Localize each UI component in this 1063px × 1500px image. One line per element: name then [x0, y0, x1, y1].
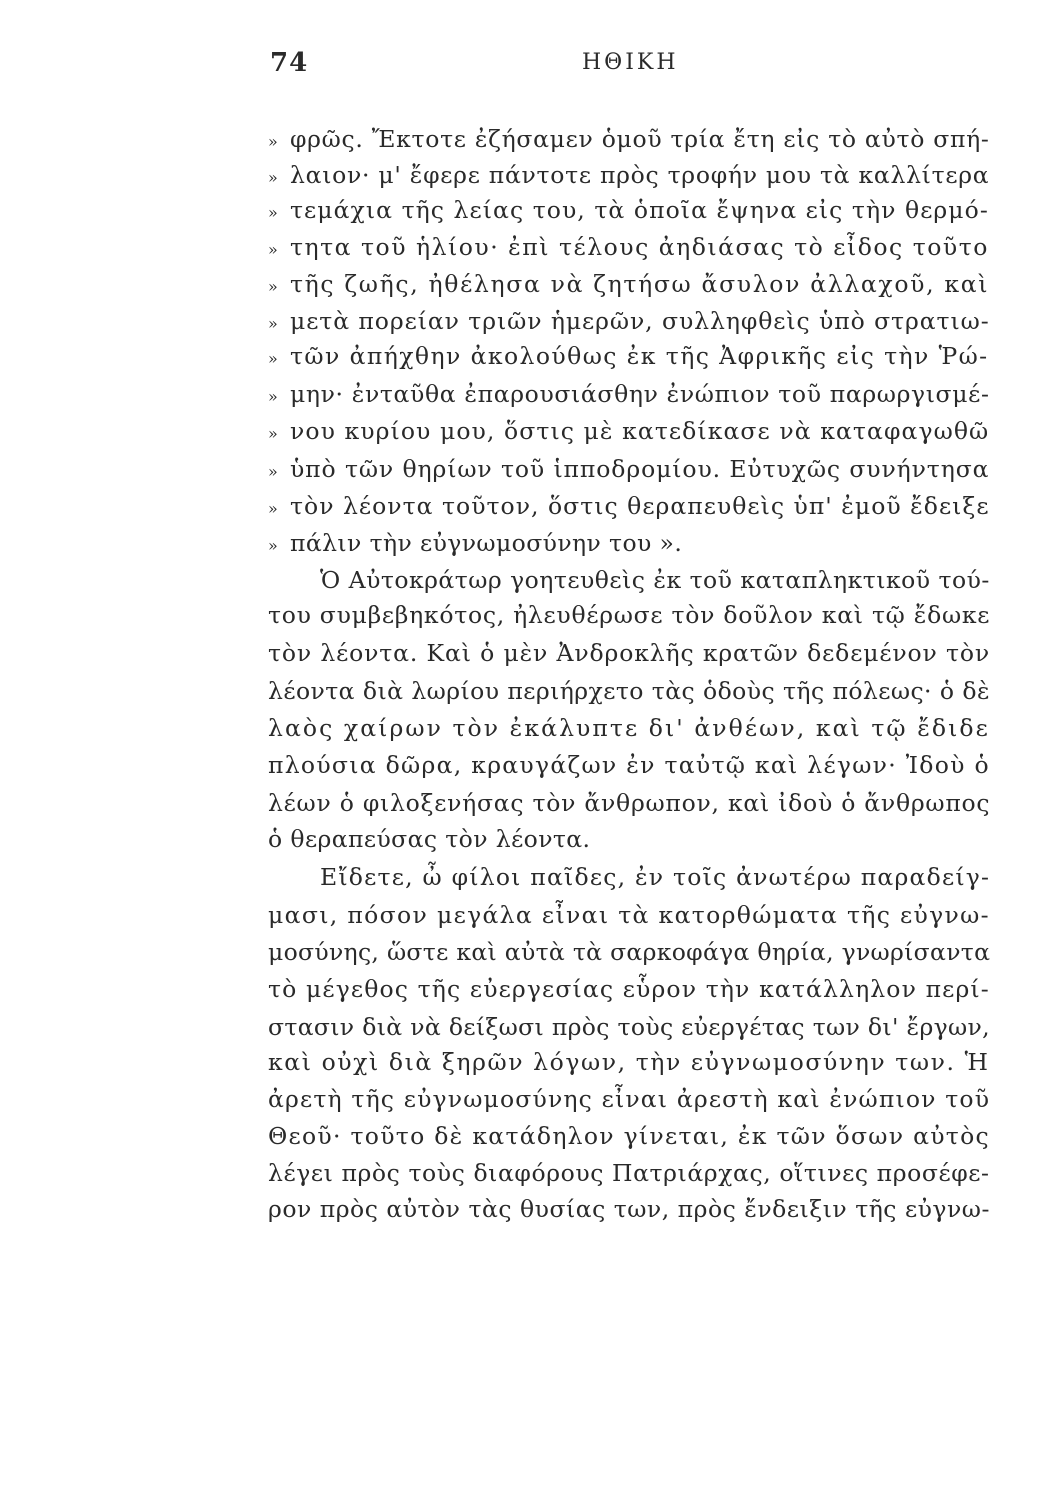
- running-title: ΗΘΙΚΗ: [582, 50, 679, 75]
- line-text: τὸν λέοντα τοῦτον, ὅστις θεραπευθεὶς ὑπ' ἐμοῦ ἔδειξε: [290, 492, 990, 520]
- text-line: [268, 379, 990, 412]
- quote-mark: »: [268, 349, 280, 368]
- line-text: νου κυρίου μου, ὅστις μὲ κατεδίκασε νὰ καταφαγωθῶ: [290, 417, 990, 445]
- line-text: μοσύνης, ὥστε καὶ αὐτὰ τὰ σαρκοφάγα θηρία, γνωρίσαντα: [268, 938, 991, 966]
- line-text: Εἴδετε, ὦ φίλοι παῖδες, ἐν τοῖς ἀνωτέρω παραδείγ-: [320, 863, 991, 891]
- page-number: 74: [270, 48, 309, 78]
- text-line: [268, 676, 990, 706]
- text-line: [268, 124, 990, 157]
- text-line: [268, 638, 990, 668]
- text-line: [268, 416, 989, 449]
- text-line: [320, 565, 990, 595]
- line-text: καὶ οὐχὶ διὰ ξηρῶν λόγων, τὴν εὐγνωμοσύνην των. Ἡ: [268, 1048, 990, 1076]
- quote-mark: »: [268, 203, 279, 222]
- text-line: [268, 1012, 990, 1042]
- text-line: [268, 232, 989, 265]
- text-line: [268, 1121, 990, 1151]
- line-text: μην· ἐνταῦθα ἐπαρουσιάσθην ἐνώπιον τοῦ παρωργισμέ-: [290, 380, 990, 408]
- quote-mark: »: [268, 314, 279, 333]
- page-header: [270, 48, 990, 88]
- line-text: πάλιν τὴν εὐγνωμοσύνην του ».: [290, 529, 683, 557]
- text-line: [268, 1084, 990, 1114]
- line-text: Θεοῦ· τοῦτο δὲ κατάδηλον γίνεται, ἐκ τῶν ὅσων αὐτὸς: [268, 1122, 990, 1150]
- quote-mark: »: [268, 499, 279, 518]
- line-text: ὁ θεραπεύσας τὸν λέοντα.: [268, 825, 591, 853]
- text-line: [268, 160, 989, 193]
- line-text: μασι, πόσον μεγάλα εἶναι τὰ κατορθώματα τῆς εὐγνω-: [268, 901, 990, 929]
- line-text: φρῶς. Ἔκτοτε ἐζήσαμεν ὁμοῦ τρία ἔτη εἰς τὸ αὐτὸ σπή-: [290, 125, 990, 153]
- quote-mark: »: [268, 168, 279, 187]
- text-line: [268, 713, 990, 743]
- line-text: λαὸς χαίρων τὸν ἐκάλυπτε δι' ἀνθέων, καὶ τῷ ἔδιδε: [268, 714, 990, 742]
- line-text: τὸν λέοντα. Καὶ ὁ μὲν Ἀνδροκλῆς κρατῶν δεδεμένον τὸν: [268, 639, 991, 667]
- line-text: ὑπὸ τῶν θηρίων τοῦ ἱπποδρομίου. Εὐτυχῶς συνήντησα: [290, 455, 990, 483]
- text-line: [268, 750, 990, 780]
- text-line: [320, 862, 990, 892]
- line-text: μετὰ πορείαν τριῶν ἡμερῶν, συλληφθεὶς ὑπὸ στρατιω-: [290, 307, 990, 335]
- line-text: τῶν ἀπήχθην ἀκολούθως ἐκ τῆς Ἀφρικῆς εἰς τὴν Ῥώ-: [290, 342, 989, 370]
- text-line: [268, 900, 990, 930]
- quote-mark: »: [268, 132, 279, 151]
- text-line: [268, 1047, 990, 1077]
- text-line: [268, 528, 682, 561]
- text-line: [268, 788, 990, 818]
- text-line: [268, 195, 989, 228]
- quote-mark: »: [268, 536, 279, 555]
- line-text: του συμβεβηκότος, ἠλευθέρωσε τὸν δοῦλον καὶ τῷ ἔδωκε: [268, 601, 991, 629]
- text-line: [268, 1194, 990, 1224]
- quote-mark: »: [268, 387, 279, 406]
- text-line: [268, 454, 989, 487]
- line-text: τητα τοῦ ἡλίου· ἐπὶ τέλους ἀηδιάσας τὸ εἶδος τοῦτο: [290, 233, 989, 261]
- quote-mark: »: [268, 462, 279, 481]
- line-text: ἀρετὴ τῆς εὐγνωμοσύνης εἶναι ἀρεστὴ καὶ ἐνώπιον τοῦ: [268, 1085, 991, 1113]
- quote-mark: »: [268, 240, 280, 259]
- line-text: τῆς ζωῆς, ἠθέλησα νὰ ζητήσω ἄσυλον ἀλλαχοῦ, καὶ: [290, 270, 990, 298]
- quote-mark: »: [268, 424, 279, 443]
- text-line: [268, 341, 989, 374]
- text-line: [268, 824, 590, 854]
- line-text: λέων ὁ φιλοξενήσας τὸν ἄνθρωπον, καὶ ἰδοὺ ὁ ἄνθρωπος: [268, 789, 991, 817]
- line-text: στασιν διὰ νὰ δείξωσι πρὸς τοὺς εὐεργέτας των δι' ἔργων,: [268, 1013, 990, 1041]
- line-text: ρον πρὸς αὐτὸν τὰς θυσίας των, πρὸς ἔνδειξιν τῆς εὐγνω-: [268, 1195, 990, 1223]
- text-line: [268, 491, 990, 524]
- text-line: [268, 974, 990, 1004]
- text-line: [268, 306, 990, 339]
- line-text: τεμάχια τῆς λείας του, τὰ ὁποῖα ἔψηνα εἰς τὴν θερμό-: [290, 196, 989, 224]
- line-text: Ὁ Αὐτοκράτωρ γοητευθεὶς ἐκ τοῦ καταπληκτικοῦ τού-: [320, 566, 990, 594]
- line-text: λαιον· μ' ἔφερε πάντοτε πρὸς τροφήν μου τὰ καλλίτερα: [290, 161, 990, 189]
- line-text: λέγει πρὸς τοὺς διαφόρους Πατριάρχας, οἵτινες προσέφε-: [268, 1159, 990, 1187]
- text-line: [268, 600, 990, 630]
- line-text: λέοντα διὰ λωρίου περιήρχετο τὰς ὁδοὺς τῆς πόλεως· ὁ δὲ: [268, 677, 990, 705]
- quote-mark: »: [268, 277, 280, 296]
- line-text: πλούσια δῶρα, κραυγάζων ἐν ταὐτῷ καὶ λέγων· Ἰδοὺ ὁ: [268, 751, 990, 779]
- text-line: [268, 1158, 990, 1188]
- text-line: [268, 937, 990, 967]
- text-line: [268, 269, 989, 302]
- line-text: τὸ μέγεθος τῆς εὐεργεσίας εὗρον τὴν κατάλληλον περί-: [268, 975, 990, 1003]
